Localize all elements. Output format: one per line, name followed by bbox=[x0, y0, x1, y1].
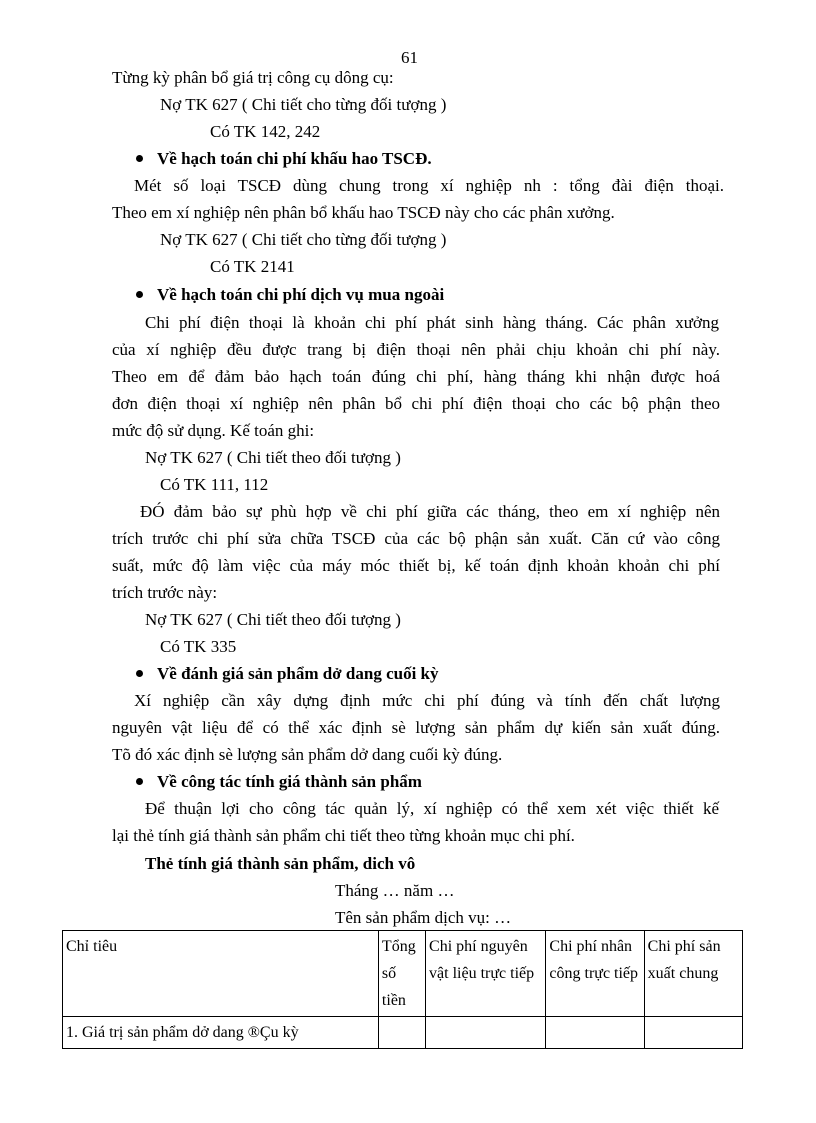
text-line: trích trước này: bbox=[112, 583, 218, 602]
text-line-content: Để thuận lợi cho công tác quản lý, xí nghiệp có thể xem xét việc thiết kế bbox=[145, 799, 719, 818]
text-line bbox=[112, 691, 720, 711]
bullet-icon bbox=[136, 291, 143, 298]
text-line-content: đơn điện thoại xí nghiệp nên phân bổ chi phí điện thoại cho các bộ phận theo bbox=[112, 394, 720, 413]
text-line: Từng kỳ phân bổ giá trị công cụ dông cụ: bbox=[112, 68, 394, 87]
text-line-content: của xí nghiệp đều được trang bị điện thoại nên phải chịu khoản chi phí này. bbox=[112, 340, 720, 359]
bullet-icon bbox=[136, 778, 143, 785]
row-total bbox=[378, 1017, 425, 1049]
journal-debit: Nợ TK 627 ( Chi tiết theo đối tượng ) bbox=[145, 610, 401, 629]
text-line-content: Theo em để đảm bảo hạch toán đúng chi phí, hàng tháng khi nhận được hoá bbox=[112, 367, 720, 386]
text-line bbox=[112, 340, 720, 360]
page-number: 61 bbox=[401, 48, 418, 67]
journal-debit: Nợ TK 627 ( Chi tiết theo đối tượng ) bbox=[145, 448, 401, 467]
journal-debit: Nợ TK 627 ( Chi tiết cho từng đối tượng ) bbox=[160, 230, 447, 249]
text-line: mức độ sử dụng. Kế toán ghi: bbox=[112, 421, 315, 440]
journal-credit: Có TK 111, 112 bbox=[160, 475, 269, 494]
text-line-content: Chi phí điện thoại là khoản chi phí phát sinh hàng tháng. Các phân xưởng bbox=[145, 313, 719, 332]
text-line-content: Xí nghiệp cần xây dựng định mức chi phí đúng và tính đến chất lượng bbox=[134, 691, 720, 710]
row-label: 1. Giá trị sản phẩm dở dang ®Çu kỳ bbox=[63, 1017, 379, 1049]
journal-credit: Có TK 142, 242 bbox=[210, 122, 321, 141]
journal-debit: Nợ TK 627 ( Chi tiết cho từng đối tượng ) bbox=[160, 95, 447, 114]
text-line bbox=[112, 799, 720, 819]
text-line bbox=[112, 367, 720, 387]
section-heading-text: Về hạch toán chi phí dịch vụ mua ngoài bbox=[157, 285, 445, 304]
text-line bbox=[112, 176, 724, 196]
cost-card-table bbox=[62, 930, 743, 1049]
text-line-content: trích trước chi phí sửa chữa TSCĐ của các bộ phận sản xuất. Căn cứ vào công bbox=[112, 529, 720, 548]
text-line: Theo em xí nghiệp nên phân bổ khấu hao TSCĐ này cho các phân xưởng. bbox=[112, 203, 615, 222]
text-line: lại thẻ tính giá thành sản phẩm chi tiết theo từng khoản mục chi phí. bbox=[112, 826, 575, 845]
section-heading bbox=[136, 285, 444, 305]
text-line: Tõ đó xác định sè lượng sản phẩm dở dang cuối kỳ đúng. bbox=[112, 745, 503, 764]
header-total: Tổng số tiền bbox=[378, 931, 425, 1017]
table-header-row bbox=[63, 931, 743, 1017]
text-line-content: ĐÓ đảm bảo sự phù hợp về chi phí giữa các tháng, theo em xí nghiệp nên bbox=[140, 502, 720, 521]
header-indicator: Chỉ tiêu bbox=[63, 931, 379, 1017]
header-material-cost: Chi phí nguyên vật liệu trực tiếp bbox=[426, 931, 546, 1017]
section-heading-text: Về đánh giá sản phẩm dở dang cuối kỳ bbox=[157, 664, 439, 683]
card-title: Thẻ tính giá thành sản phẩm, dich vô bbox=[145, 854, 416, 873]
journal-credit: Có TK 2141 bbox=[210, 257, 295, 276]
section-heading bbox=[136, 149, 432, 169]
section-heading bbox=[136, 664, 439, 684]
text-line bbox=[112, 502, 720, 522]
bullet-icon bbox=[136, 155, 143, 162]
text-line bbox=[112, 529, 720, 549]
text-line bbox=[112, 556, 720, 576]
text-line-content: suất, mức độ làm việc của máy móc thiết bị, kế toán định khoản khoản chi phí bbox=[112, 556, 720, 575]
table-row bbox=[63, 1017, 743, 1049]
section-heading-text: Về hạch toán chi phí khấu hao TSCĐ. bbox=[157, 149, 432, 168]
card-month: Tháng … năm … bbox=[335, 881, 455, 900]
text-line bbox=[112, 394, 720, 414]
row-material-cost bbox=[426, 1017, 546, 1049]
text-line bbox=[112, 718, 720, 738]
text-line-content: Mét số loại TSCĐ dùng chung trong xí nghiệp nh : tổng đài điện thoại. bbox=[134, 176, 724, 195]
card-product-name: Tên sản phẩm dịch vụ: … bbox=[335, 908, 512, 927]
text-line-content: nguyên vật liệu để có thể xác định sè lượng sản phẩm dự kiến sản xuất đúng. bbox=[112, 718, 720, 737]
text-line bbox=[112, 313, 720, 333]
header-labor-cost: Chi phí nhân công trực tiếp bbox=[546, 931, 644, 1017]
section-heading-text: Về công tác tính giá thành sản phẩm bbox=[157, 772, 422, 791]
section-heading bbox=[136, 772, 422, 792]
bullet-icon bbox=[136, 670, 143, 677]
row-labor-cost bbox=[546, 1017, 644, 1049]
journal-credit: Có TK 335 bbox=[160, 637, 237, 656]
header-overhead-cost: Chi phí sản xuất chung bbox=[644, 931, 742, 1017]
row-overhead-cost bbox=[644, 1017, 742, 1049]
